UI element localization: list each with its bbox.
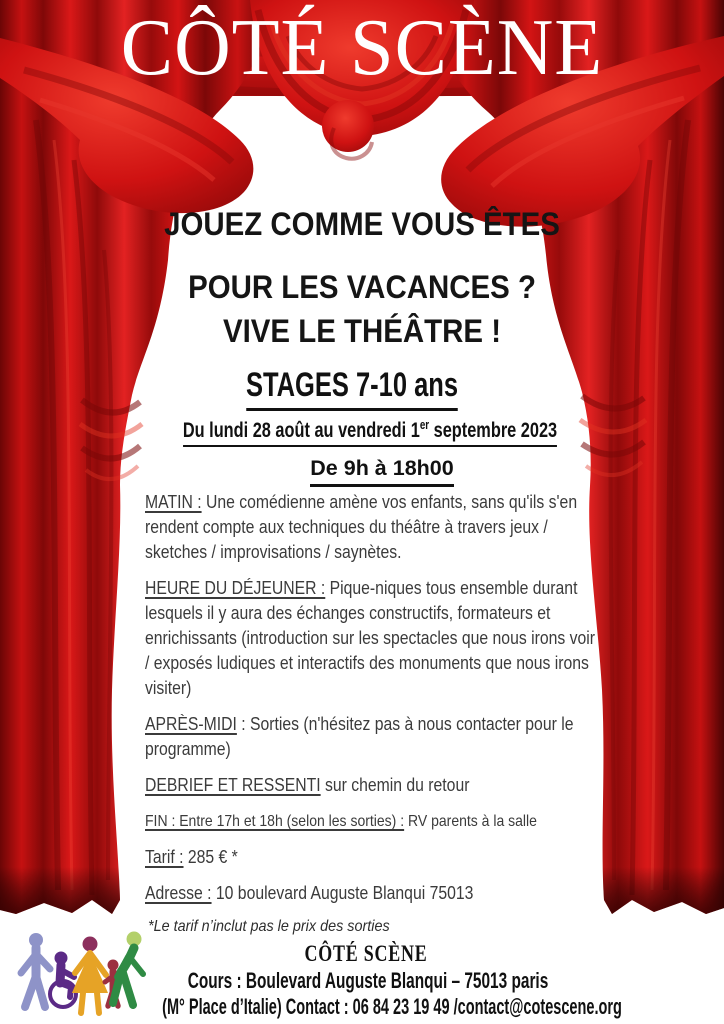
section-text: Une comédienne amène vos enfants, sans qu'ils s'en rendent compte aux techniques du théâtre à travers jeux / sketches / improvisations / saynètes. (145, 492, 578, 562)
date-suffix: septembre 2023 (429, 418, 558, 443)
stage-title-text: STAGES 7-10 ans (246, 366, 458, 411)
date-prefix: Du lundi 28 août au vendredi 1 (182, 418, 420, 443)
hours-text: De 9h à 18h00 (310, 456, 453, 487)
section-label: FIN : Entre 17h et 18h (selon les sorties) : (145, 813, 405, 830)
section-debrief (145, 773, 600, 798)
date-superscript: er (419, 417, 430, 432)
section-label: Adresse : (145, 883, 212, 903)
section-label: DEBRIEF ET RESSENTI (145, 775, 321, 795)
section-text: sur chemin du retour (320, 775, 470, 795)
date-line (95, 417, 645, 447)
section-label: Tarif : (145, 847, 184, 867)
section-label: MATIN : (145, 492, 202, 512)
footer-address-line: Cours : Boulevard Auguste Blanqui – 75013 paris (187, 968, 549, 993)
person-wheelchair (50, 952, 76, 1008)
brand-title: CÔTÉ SCÈNE (120, 4, 604, 92)
section-text: : Sorties (n'hésitez pas à nous contacter pour le programme) (145, 714, 574, 759)
headline-jouez: JOUEZ COMME VOUS ÊTES (164, 206, 560, 242)
headline-theatre: VIVE LE THÉÂTRE ! (222, 313, 502, 349)
footnote: *Le tarif n’inclut pas le prix des sorties (148, 918, 390, 935)
section-matin (145, 490, 600, 565)
section-text: 10 boulevard Auguste Blanqui 75013 (211, 883, 474, 903)
section-label: HEURE DU DÉJEUNER : (145, 578, 326, 598)
section-text: RV parents à la salle (404, 813, 537, 830)
section-label: APRÈS-MIDI (145, 714, 237, 734)
program-sections (145, 490, 600, 917)
section-tarif (145, 845, 600, 870)
section-adresse (145, 881, 600, 906)
section-text: Pique-niques tous ensemble durant lesquels il y aura des échanges constructifs, formateurs et enrichissants (introduction sur les spectacles que nous irons voir / exposés ludiques et interactifs des monuments que nous irons visiter) (145, 578, 595, 698)
stage-title (81, 366, 624, 411)
footer-brand: CÔTÉ SCÈNE (304, 941, 428, 966)
section-heure-du-dejeuner (145, 576, 600, 701)
headline-vacances: POUR LES VACANCES ? (188, 269, 536, 305)
section-apres-midi (145, 712, 600, 762)
section-fin (145, 809, 600, 834)
hours-line (20, 456, 724, 487)
person-blue (21, 933, 50, 1007)
section-text: 285 € * (183, 847, 238, 867)
footer-contact-line: (M° Place d’Italie) Contact : 06 84 23 19 49 /contact@cotescene.org (162, 994, 622, 1019)
